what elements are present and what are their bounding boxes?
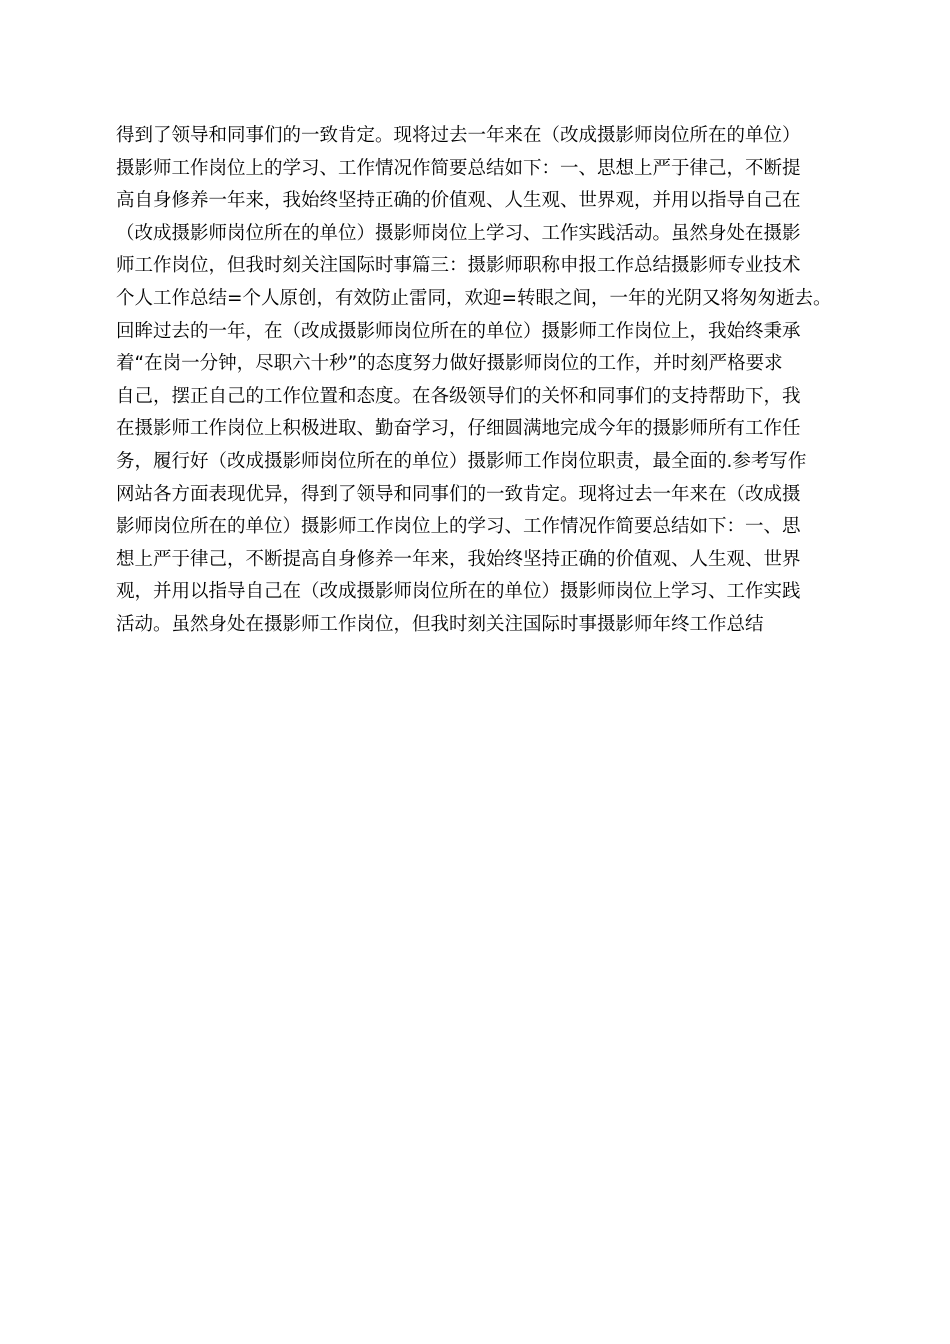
text-line: 高自身修养一年来，我始终坚持正确的价值观、人生观、世界观，并用以指导自己在 xyxy=(116,190,801,212)
text-line: 摄影师工作岗位上的学习、工作情况作简要总结如下：一、思想上严于律己，不断提 xyxy=(116,157,801,179)
text-line: （改成摄影师岗位所在的单位）摄影师岗位上学习、工作实践活动。虽然身处在摄影 xyxy=(116,222,801,244)
text-line: 回眸过去的一年，在（改成摄影师岗位所在的单位）摄影师工作岗位上，我始终秉承 xyxy=(116,320,801,342)
text-line: 得到了领导和同事们的一致肯定。现将过去一年来在（改成摄影师岗位所在的单位） xyxy=(116,125,801,146)
text-line: 网站各方面表现优异，得到了领导和同事们的一致肯定。现将过去一年来在（改成摄 xyxy=(116,483,801,505)
text-line: 自己，摆正自己的工作位置和态度。在各级领导们的关怀和同事们的支持帮助下，我 xyxy=(116,385,801,407)
text-line: 师工作岗位，但我时刻关注国际时事篇三：摄影师职称申报工作总结摄影师专业技术 xyxy=(116,255,801,277)
text-line: 着“在岗一分钟，尽职六十秒”的态度努力做好摄影师岗位的工作，并时刻严格要求 xyxy=(116,353,783,375)
text-line: 想上严于律己，不断提高自身修养一年来，我始终坚持正确的价值观、人生观、世界 xyxy=(116,548,801,570)
body-text xyxy=(116,120,846,642)
text-line: 活动。虽然身处在摄影师工作岗位，但我时刻关注国际时事摄影师年终工作总结 xyxy=(116,613,764,635)
text-line: 在摄影师工作岗位上积极进取、勤奋学习，仔细圆满地完成今年的摄影师所有工作任 xyxy=(116,418,801,440)
text-line: 务，履行好（改成摄影师岗位所在的单位）摄影师工作岗位职责，最全面的.参考写作 xyxy=(116,450,807,472)
text-line: 影师岗位所在的单位）摄影师工作岗位上的学习、工作情况作简要总结如下：一、思 xyxy=(116,516,801,538)
text-line: 观，并用以指导自己在（改成摄影师岗位所在的单位）摄影师岗位上学习、工作实践 xyxy=(116,581,801,603)
text-line: 个人工作总结=个人原创，有效防止雷同，欢迎=转眼之间，一年的光阴又将匆匆逝去。 xyxy=(116,287,832,309)
